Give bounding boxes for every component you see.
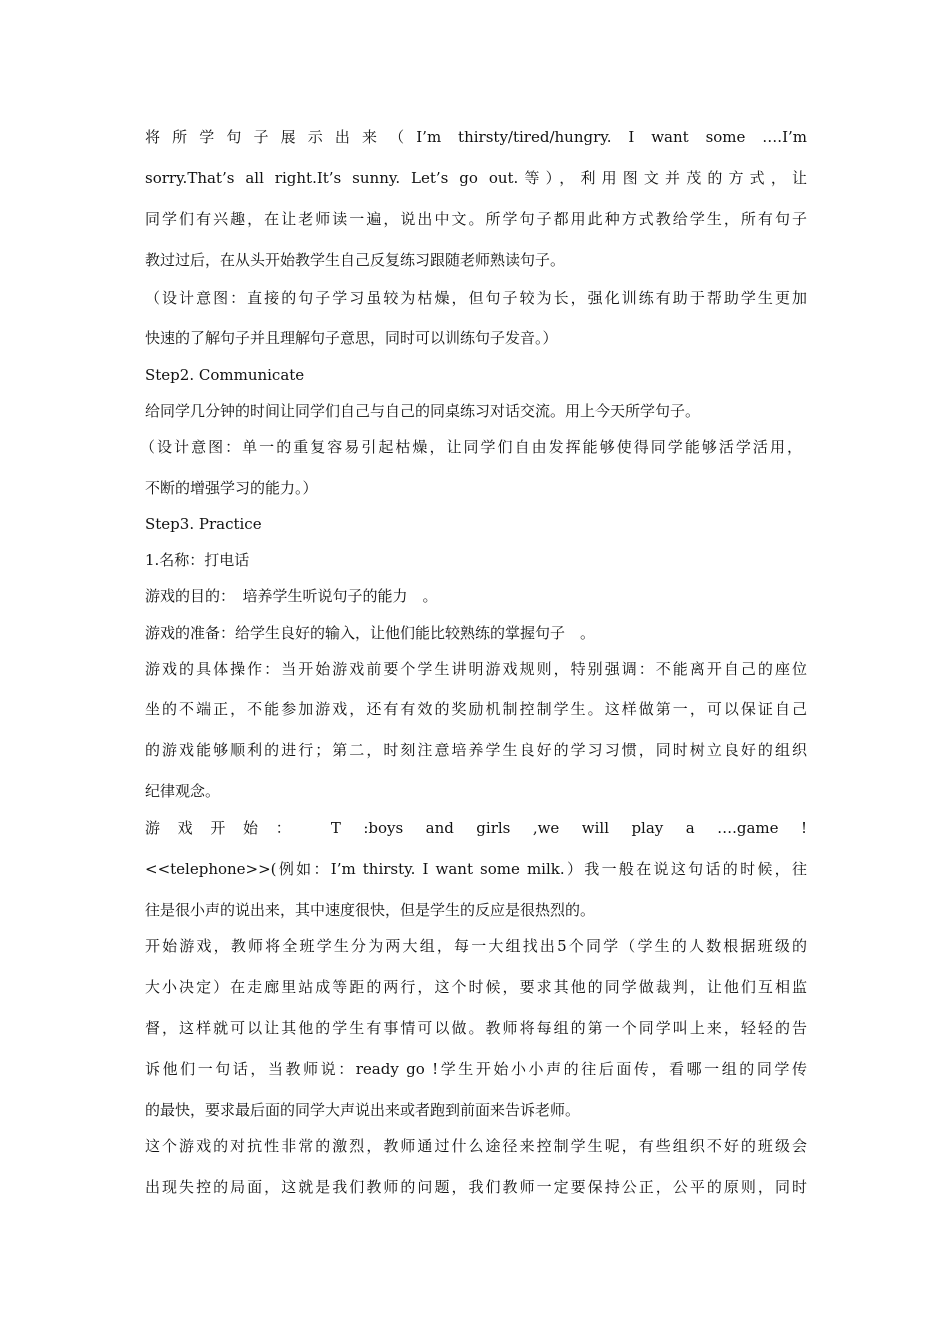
paragraph-line: 游戏开始： T :boys and girls ,we will play a ….game ! xyxy=(145,819,807,837)
paragraph-line: 往是很小声的说出来，其中速度很快，但是学生的反应是很热烈的。 xyxy=(145,901,596,919)
paragraph-line: 纪律观念。 xyxy=(145,782,221,800)
paragraph-line: 游戏的具体操作：当开始游戏前要个学生讲明游戏规则，特别强调：不能离开自己的座位 xyxy=(145,660,807,678)
paragraph-line: 教过过后，在从头开始教学生自己反复练习跟随老师熟读句子。 xyxy=(145,251,566,269)
paragraph-line: 坐的不端正，不能参加游戏，还有有效的奖励机制控制学生。这样做第一，可以保证自己 xyxy=(145,700,807,718)
paragraph-line: 给同学几分钟的时间让同学们自己与自己的同桌练习对话交流。用上今天所学句子。 xyxy=(145,402,701,420)
paragraph-line: <<telephone>>(例如：I’m thirsty. I want some milk.）我一般在说这句话的时候，往 xyxy=(145,860,807,878)
design-intent-line: （设计意图：直接的句子学习虽较为枯燥，但句子较为长，强化训练有助于帮助学生更加 xyxy=(145,289,807,307)
paragraph-line: 将所学句子展示出来（I’m thirsty/tired/hungry. I want some ….I’m xyxy=(145,128,807,146)
design-intent-line: （设计意图：单一的重复容易引起枯燥，让同学们自由发挥能够使得同学能够活学活用， xyxy=(140,438,802,456)
design-intent-line: 不断的增强学习的能力。） xyxy=(145,479,318,497)
paragraph-line: 诉他们一句话，当教师说：ready go !学生开始小小声的往后面传，看哪一组的同学传 xyxy=(145,1060,807,1078)
step-heading: Step3. Practice xyxy=(145,515,262,533)
step-heading: Step2. Communicate xyxy=(145,366,305,384)
paragraph-line: 同学们有兴趣，在让老师读一遍，说出中文。所学句子都用此种方式教给学生，所有句子 xyxy=(145,210,807,228)
paragraph-line: 开始游戏，教师将全班学生分为两大组，每一大组找出5个同学（学生的人数根据班级的 xyxy=(145,937,807,955)
game-purpose: 游戏的目的： 培养学生听说句子的能力 。 xyxy=(145,587,438,605)
game-preparation: 游戏的准备：给学生良好的输入，让他们能比较熟练的掌握句子 。 xyxy=(145,624,596,642)
paragraph-line: 出现失控的局面，这就是我们教师的问题，我们教师一定要保持公正，公平的原则，同时 xyxy=(145,1178,807,1196)
paragraph-line: 的游戏能够顺利的进行；第二，时刻注意培养学生良好的学习习惯，同时树立良好的组织 xyxy=(145,741,807,759)
paragraph-line: 的最快，要求最后面的同学大声说出来或者跑到前面来告诉老师。 xyxy=(145,1101,581,1119)
paragraph-line: 大小决定）在走廊里站成等距的两行，这个时候，要求其他的同学做裁判，让他们互相监 xyxy=(145,978,807,996)
paragraph-line: sorry.That’s all right.It’s sunny. Let’s go out.等），利用图文并茂的方式，让 xyxy=(145,169,807,187)
design-intent-line: 快速的了解句子并且理解句子意思，同时可以训练句子发音。） xyxy=(145,329,558,347)
paragraph-line: 这个游戏的对抗性非常的激烈，教师通过什么途径来控制学生呢，有些组织不好的班级会 xyxy=(145,1137,807,1155)
game-name: 1.名称：打电话 xyxy=(145,551,250,569)
paragraph-line: 督，这样就可以让其他的学生有事情可以做。教师将每组的第一个同学叫上来，轻轻的告 xyxy=(145,1019,807,1037)
